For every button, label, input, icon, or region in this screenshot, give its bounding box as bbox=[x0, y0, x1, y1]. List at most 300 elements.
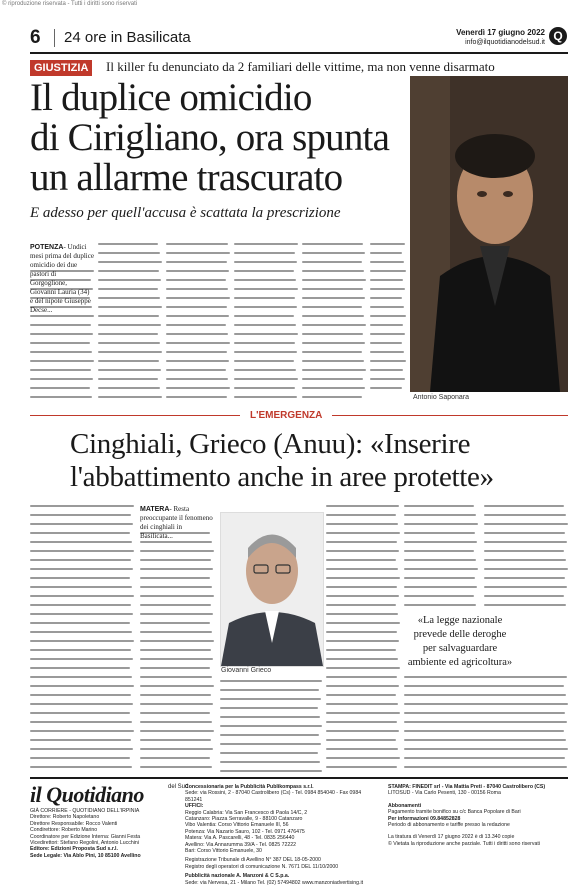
text-line bbox=[166, 306, 227, 308]
text-line bbox=[140, 730, 214, 732]
text-line bbox=[404, 694, 566, 696]
text-line bbox=[326, 640, 399, 642]
quote-line: «La legge nazionale bbox=[417, 615, 503, 626]
article-lead bbox=[140, 505, 214, 541]
dealer-line: Reggio Calabria: Via San Francesco di Paola 14/C, 2 bbox=[185, 809, 308, 816]
text-line bbox=[98, 270, 159, 272]
text-line bbox=[370, 288, 405, 290]
text-line bbox=[326, 622, 400, 624]
text-line bbox=[30, 703, 133, 705]
text-line bbox=[404, 703, 568, 705]
text-line bbox=[370, 315, 406, 317]
text-line bbox=[234, 387, 295, 389]
text-line bbox=[484, 586, 567, 588]
headline-line: Cinghiali, Grieco (Anuu): «Inserire bbox=[70, 428, 471, 460]
text-line bbox=[166, 351, 227, 353]
text-line bbox=[370, 306, 404, 308]
text-line bbox=[326, 694, 396, 696]
text-line bbox=[404, 505, 474, 507]
text-line bbox=[370, 324, 403, 326]
text-line bbox=[302, 297, 365, 299]
text-line bbox=[166, 297, 230, 299]
text-line bbox=[30, 622, 130, 624]
text-line bbox=[404, 676, 567, 678]
text-line bbox=[220, 716, 320, 718]
text-line bbox=[220, 752, 318, 754]
text-line bbox=[404, 748, 568, 750]
text-line bbox=[302, 333, 363, 335]
text-line bbox=[98, 279, 161, 281]
masthead-line: Sede Legale: Via Ablo Pini, 10 85100 Avellino bbox=[30, 852, 141, 859]
newspaper-brand: il Quotidiano bbox=[30, 782, 144, 807]
masthead-line: GIÀ CORRIERE - QUOTIDIANO DELL'IRPINIA bbox=[30, 808, 140, 814]
headline-line: un allarme trascurato bbox=[30, 156, 343, 199]
masthead-line: Direttore: Roberto Napoletano bbox=[30, 814, 100, 821]
text-line bbox=[326, 559, 396, 561]
text-line bbox=[484, 568, 568, 570]
text-line bbox=[30, 712, 130, 714]
article-photo bbox=[220, 512, 324, 667]
text-line bbox=[98, 243, 158, 245]
text-line bbox=[404, 721, 567, 723]
text-line bbox=[98, 342, 160, 344]
text-line bbox=[98, 378, 158, 380]
text-line bbox=[302, 369, 366, 371]
text-line bbox=[140, 622, 210, 624]
text-line bbox=[326, 577, 400, 579]
text-line bbox=[30, 378, 93, 380]
newspaper-brand-sub: del Sud bbox=[168, 784, 189, 790]
advertising-line: Pubblicità nazionale A. Manzoni & C S.p.a. bbox=[185, 873, 290, 880]
text-line bbox=[484, 604, 566, 606]
subscriptions-line: Periodo di abbonamento e tariffe presso la redazione bbox=[388, 822, 510, 829]
text-line bbox=[302, 306, 362, 308]
closing-line: © Vietata la riproduzione anche parziale. Tutti i diritti sono riservati bbox=[388, 840, 540, 847]
text-line bbox=[484, 505, 564, 507]
text-line bbox=[98, 315, 159, 317]
text-line bbox=[302, 279, 366, 281]
text-line bbox=[326, 739, 396, 741]
masthead bbox=[30, 808, 180, 859]
text-line bbox=[326, 541, 397, 543]
masthead-line: Editore: Edizioni Proposta Sud s.r.l. bbox=[30, 846, 118, 853]
text-line bbox=[370, 279, 403, 281]
text-line bbox=[234, 306, 297, 308]
text-line bbox=[30, 315, 94, 317]
text-line bbox=[166, 279, 226, 281]
text-line bbox=[166, 342, 230, 344]
text-line bbox=[302, 324, 366, 326]
text-line bbox=[30, 342, 90, 344]
text-line bbox=[234, 333, 298, 335]
text-line bbox=[30, 541, 132, 543]
text-line bbox=[404, 577, 475, 579]
text-line bbox=[98, 306, 162, 308]
article-subheadline: E adesso per quell'accusa è scattata la prescrizione bbox=[30, 205, 341, 221]
text-line bbox=[98, 333, 158, 335]
text-line bbox=[30, 694, 131, 696]
page-number: 6 bbox=[30, 27, 41, 48]
text-line bbox=[220, 761, 320, 763]
text-line bbox=[30, 631, 132, 633]
text-line bbox=[302, 243, 363, 245]
subscriptions-title: Abbonamenti bbox=[388, 802, 422, 809]
text-line bbox=[30, 766, 132, 768]
text-line bbox=[140, 739, 211, 741]
text-line bbox=[370, 333, 405, 335]
article-headline bbox=[70, 428, 568, 494]
text-line bbox=[326, 586, 397, 588]
quote-line: per salvaguardare bbox=[422, 643, 498, 654]
text-line bbox=[326, 676, 397, 678]
footer-rule bbox=[30, 777, 568, 779]
dealer-line: Avellino: Via Annarumma 39/A - Tel. 0825 72222 bbox=[185, 841, 297, 848]
masthead-line: Condirettore: Roberto Marino bbox=[30, 827, 98, 834]
text-line bbox=[326, 766, 397, 768]
text-line bbox=[302, 270, 364, 272]
text-line bbox=[234, 288, 298, 290]
text-line bbox=[30, 351, 92, 353]
text-line bbox=[234, 360, 294, 362]
subscriptions-line: Pagamento tramite bonifico su c/c Banca Popolare di Bari bbox=[388, 809, 521, 816]
text-line bbox=[30, 640, 134, 642]
text-line bbox=[140, 595, 214, 597]
text-line bbox=[404, 568, 478, 570]
text-line bbox=[140, 568, 213, 570]
header-separator bbox=[54, 29, 55, 47]
text-line bbox=[98, 387, 160, 389]
text-line bbox=[30, 658, 133, 660]
text-line bbox=[404, 766, 567, 768]
masthead-line: Direttore Responsabile: Rocco Valenti bbox=[30, 820, 118, 827]
text-line bbox=[140, 757, 210, 759]
text-line bbox=[484, 550, 564, 552]
text-line bbox=[140, 613, 213, 615]
text-line bbox=[326, 604, 396, 606]
text-line bbox=[98, 252, 160, 254]
text-line bbox=[404, 595, 474, 597]
photo-caption: Giovanni Grieco bbox=[221, 667, 272, 674]
text-line bbox=[140, 649, 211, 651]
text-line bbox=[326, 550, 399, 552]
text-line bbox=[30, 532, 130, 534]
text-line bbox=[166, 270, 229, 272]
text-line bbox=[404, 757, 565, 759]
text-line bbox=[404, 685, 564, 687]
text-line bbox=[234, 243, 298, 245]
text-line bbox=[234, 261, 297, 263]
text-line bbox=[404, 550, 474, 552]
text-line bbox=[98, 351, 162, 353]
text-line bbox=[404, 559, 476, 561]
text-line bbox=[370, 342, 402, 344]
text-line bbox=[98, 396, 162, 398]
person-photo-icon bbox=[221, 513, 323, 666]
text-line bbox=[166, 378, 228, 380]
text-line bbox=[30, 333, 93, 335]
text-line bbox=[326, 523, 398, 525]
advertising-line: Sede: via Nervesa, 21 - Milano Tel. (02) 57494802 www.manzoniadvertising.it bbox=[185, 879, 364, 886]
section-label: L'EMERGENZA bbox=[240, 409, 332, 423]
copyright-notice: © riproduzione riservata - Tutti i diritti sono riservati bbox=[2, 1, 138, 7]
text-line bbox=[326, 703, 398, 705]
text-line bbox=[140, 685, 214, 687]
text-line bbox=[326, 595, 399, 597]
text-line bbox=[370, 261, 404, 263]
lead-text: - Undici mesi prima del duplice omicidio dei due pastori di Gorgoglione, Giovanni Lauria (34) e del nipote Giuseppe Decse... bbox=[30, 243, 94, 314]
print-line: STAMPA: FINEDIT srl - Via Mattia Preti - 87040 Castrolibero (CS) bbox=[388, 784, 546, 790]
headline-line: l'abbattimento anche in aree protette» bbox=[70, 461, 494, 493]
text-line bbox=[140, 712, 210, 714]
text-line bbox=[302, 396, 362, 398]
text-line bbox=[326, 685, 399, 687]
text-line bbox=[30, 676, 132, 678]
text-line bbox=[140, 703, 213, 705]
text-line bbox=[30, 396, 92, 398]
advertising-dealer bbox=[185, 784, 375, 886]
text-line bbox=[140, 550, 214, 552]
headline-line: Il duplice omicidio bbox=[30, 76, 312, 119]
text-line bbox=[326, 649, 396, 651]
text-line bbox=[30, 568, 133, 570]
text-line bbox=[166, 360, 229, 362]
dealer-line: UFFICI: bbox=[185, 803, 204, 810]
text-line bbox=[140, 604, 211, 606]
text-line bbox=[220, 698, 321, 700]
text-line bbox=[30, 559, 131, 561]
text-line bbox=[140, 631, 212, 633]
masthead-line: Coordinatore per Edizione Interna: Gianni Festa bbox=[30, 833, 141, 840]
text-line bbox=[220, 689, 319, 691]
text-line bbox=[30, 757, 130, 759]
text-line bbox=[404, 739, 566, 741]
text-line bbox=[302, 351, 362, 353]
text-line bbox=[220, 770, 322, 772]
dealer-title: Concessionaria per la Pubblicità Publikompass s.r.l. bbox=[185, 784, 314, 790]
text-line bbox=[166, 324, 226, 326]
text-line bbox=[370, 351, 404, 353]
section-name: 24 ore in Basilicata bbox=[64, 29, 191, 46]
text-line bbox=[220, 707, 318, 709]
text-line bbox=[220, 734, 319, 736]
section-tag: GIUSTIZIA bbox=[30, 60, 92, 76]
text-line bbox=[326, 514, 396, 516]
text-line bbox=[302, 387, 365, 389]
text-line bbox=[326, 505, 399, 507]
text-line bbox=[166, 333, 228, 335]
text-line bbox=[302, 288, 363, 290]
text-line bbox=[140, 541, 212, 543]
text-line bbox=[234, 351, 297, 353]
text-line bbox=[30, 595, 134, 597]
text-line bbox=[220, 725, 322, 727]
text-line bbox=[234, 324, 296, 326]
print-and-subscriptions bbox=[388, 784, 568, 847]
text-line bbox=[140, 694, 211, 696]
text-line bbox=[302, 252, 365, 254]
text-line bbox=[166, 396, 227, 398]
text-line bbox=[140, 748, 213, 750]
text-line bbox=[234, 252, 295, 254]
text-line bbox=[302, 261, 362, 263]
text-line bbox=[220, 680, 322, 682]
text-line bbox=[326, 532, 400, 534]
text-line bbox=[30, 586, 132, 588]
text-line bbox=[98, 297, 160, 299]
text-line bbox=[98, 261, 162, 263]
dealer-line: Potenza: Via Nazario Sauro, 102 - Tel. 0971 476475 bbox=[185, 828, 305, 835]
lead-place: MATERA bbox=[140, 506, 170, 513]
text-line bbox=[140, 559, 211, 561]
text-line bbox=[140, 676, 212, 678]
text-line bbox=[370, 252, 402, 254]
text-line bbox=[166, 261, 227, 263]
text-line bbox=[30, 721, 132, 723]
text-line bbox=[98, 288, 158, 290]
text-line bbox=[30, 505, 134, 507]
text-line bbox=[140, 640, 214, 642]
dealer-line: Bari: Corso Vittorio Emanuele, 30 bbox=[185, 848, 262, 855]
photo-caption: Antonio Saponara bbox=[413, 394, 470, 401]
text-line bbox=[140, 667, 210, 669]
text-line bbox=[220, 743, 321, 745]
section-divider bbox=[30, 409, 568, 423]
text-line bbox=[302, 342, 365, 344]
text-line bbox=[404, 730, 564, 732]
closing-line: La tiratura di Venerdì 17 giugno 2022 è di 13.340 copie bbox=[388, 834, 515, 841]
newspaper-logo-icon: Q bbox=[549, 27, 567, 45]
text-line bbox=[370, 387, 402, 389]
text-line bbox=[234, 315, 294, 317]
text-line bbox=[326, 730, 399, 732]
dealer-line: Sede: via Rossini, 2 - 87040 Castrolibero (Cs) - Tel. 0984 854040 - Fax 0984 851241 bbox=[185, 790, 362, 803]
text-line bbox=[404, 604, 476, 606]
text-line bbox=[484, 541, 567, 543]
text-line bbox=[140, 577, 210, 579]
text-line bbox=[326, 631, 397, 633]
masthead-line: Vicedirettori: Stefano Regolini, Antonio Lucchini bbox=[30, 840, 139, 847]
text-line bbox=[30, 577, 130, 579]
lead-place: POTENZA bbox=[30, 244, 64, 251]
header-rule bbox=[30, 52, 568, 54]
text-line bbox=[30, 514, 131, 516]
text-line bbox=[30, 730, 134, 732]
text-line bbox=[326, 757, 400, 759]
pull-quote bbox=[404, 614, 516, 670]
article-headline bbox=[30, 78, 430, 198]
text-line bbox=[326, 568, 398, 570]
text-line bbox=[30, 360, 94, 362]
text-line bbox=[484, 577, 565, 579]
text-line bbox=[484, 532, 565, 534]
text-line bbox=[404, 586, 477, 588]
print-line: LITOSUD - Via Carlo Pesenti, 130 - 00156 Roma bbox=[388, 790, 501, 797]
text-line bbox=[234, 270, 294, 272]
text-line bbox=[140, 586, 212, 588]
text-line bbox=[370, 297, 402, 299]
text-line bbox=[404, 514, 476, 516]
article-lead bbox=[30, 243, 94, 315]
subscriptions-line: Per informazioni 09.84852828 bbox=[388, 815, 461, 822]
text-line bbox=[404, 523, 478, 525]
quote-line: ambiente ed agricoltura» bbox=[407, 657, 513, 668]
text-line bbox=[234, 396, 297, 398]
text-line bbox=[484, 559, 566, 561]
text-line bbox=[302, 360, 364, 362]
text-line bbox=[302, 378, 363, 380]
text-line bbox=[98, 369, 161, 371]
text-line bbox=[484, 514, 566, 516]
text-line bbox=[234, 369, 296, 371]
text-line bbox=[234, 378, 298, 380]
text-line bbox=[326, 658, 398, 660]
header-date: Venerdì 17 giugno 2022 bbox=[456, 28, 545, 37]
quote-line: prevede delle deroghe bbox=[413, 629, 507, 640]
text-line bbox=[166, 369, 226, 371]
text-line bbox=[370, 360, 406, 362]
text-line bbox=[166, 315, 229, 317]
text-line bbox=[234, 342, 295, 344]
text-line bbox=[302, 315, 364, 317]
text-line bbox=[234, 297, 295, 299]
text-line bbox=[234, 279, 296, 281]
text-line bbox=[140, 766, 212, 768]
text-line bbox=[98, 324, 161, 326]
text-line bbox=[404, 712, 565, 714]
text-line bbox=[166, 243, 228, 245]
text-line bbox=[484, 595, 564, 597]
text-line bbox=[30, 685, 134, 687]
text-line bbox=[30, 369, 91, 371]
header-website: info@ilquotidianodelsud.it bbox=[465, 39, 545, 46]
text-line bbox=[326, 667, 400, 669]
text-line bbox=[30, 739, 131, 741]
article-photo bbox=[410, 76, 568, 392]
text-line bbox=[30, 604, 131, 606]
text-line bbox=[326, 712, 400, 714]
text-line bbox=[166, 288, 228, 290]
text-line bbox=[404, 541, 477, 543]
text-line bbox=[30, 667, 130, 669]
text-line bbox=[326, 748, 398, 750]
text-line bbox=[30, 613, 133, 615]
dealer-line: Vibo Valentia: Corso Vittorio Emanuele III, 56 bbox=[185, 822, 289, 829]
text-line bbox=[30, 387, 90, 389]
text-line bbox=[166, 252, 230, 254]
text-line bbox=[370, 243, 405, 245]
text-line bbox=[484, 523, 568, 525]
text-line bbox=[166, 387, 230, 389]
person-photo-icon bbox=[410, 76, 568, 392]
text-line bbox=[404, 532, 475, 534]
text-line bbox=[140, 658, 213, 660]
registration-line: Registro degli operatori di comunicazione N. 7671 DEL 11/10/2000 bbox=[185, 863, 339, 870]
text-line bbox=[30, 649, 131, 651]
text-line bbox=[98, 360, 159, 362]
text-line bbox=[370, 378, 405, 380]
headline-line: di Cirigliano, ora spunta bbox=[30, 116, 390, 159]
lead-text: - Resta preoccupante il fenomeno dei cinghiali in Basilicata... bbox=[140, 505, 213, 540]
text-line bbox=[30, 324, 91, 326]
dealer-line: Matera: Via A. Pascarelli, 48 - Tel. 0835 256440 bbox=[185, 835, 295, 842]
text-line bbox=[30, 550, 134, 552]
registration-line: Registrazione Tribunale di Avellino N° 387 DEL 18-05-2000 bbox=[185, 857, 321, 864]
text-line bbox=[326, 721, 397, 723]
text-line bbox=[370, 270, 406, 272]
article-kicker: Il killer fu denunciato da 2 familiari delle vittime, ma non venne disarmato bbox=[106, 59, 495, 74]
dealer-line: Catanzaro: Piazza Serravalle, 9 - 88100 Catanzaro bbox=[185, 816, 303, 823]
text-line bbox=[140, 721, 212, 723]
